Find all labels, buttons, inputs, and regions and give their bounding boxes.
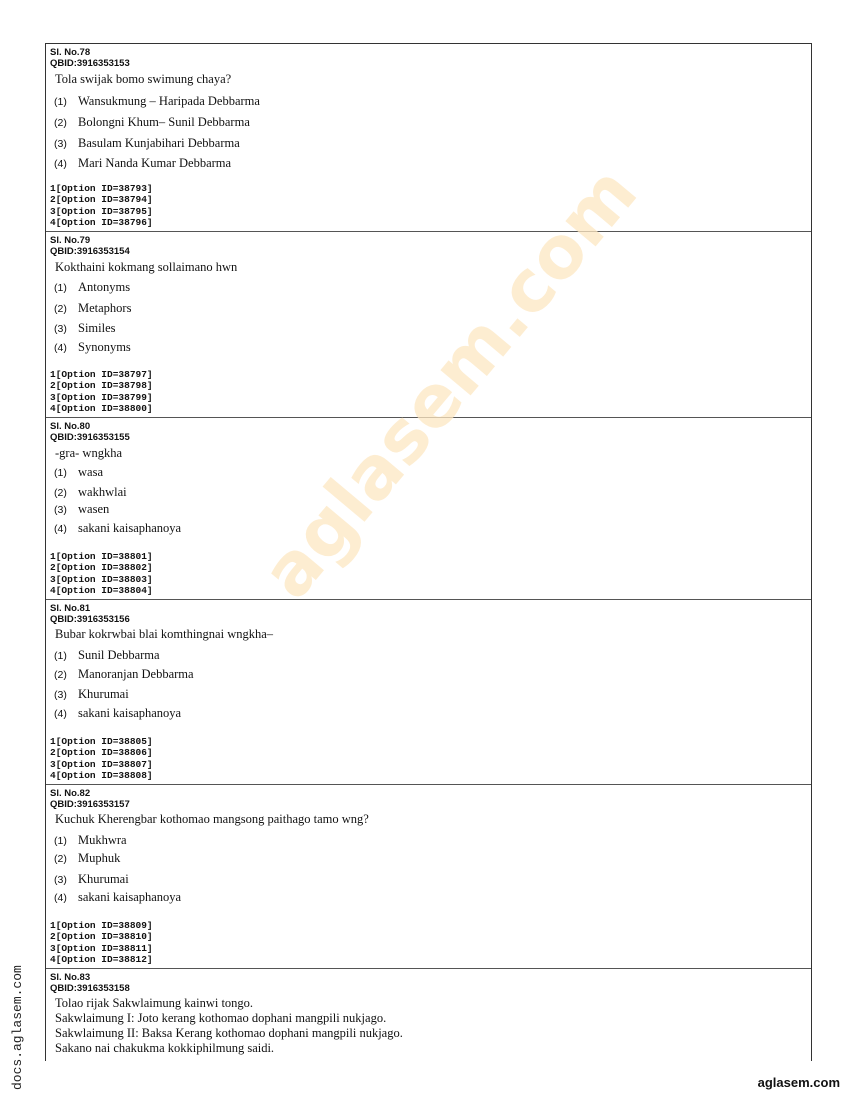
qbid: QBID:3916353155	[50, 432, 130, 443]
serial-number: Sl. No.80	[50, 421, 91, 432]
option-1	[54, 833, 127, 848]
question-text: Kokthaini kokmang sollaimano hwn	[55, 260, 238, 274]
option-number: (3)	[54, 138, 67, 150]
question-block-82	[46, 785, 811, 969]
question-meta	[50, 603, 130, 625]
watermark: aglasem.com	[245, 150, 653, 614]
option-number: (2)	[54, 117, 67, 129]
option-text: Synonyms	[78, 340, 131, 354]
option-2	[54, 301, 131, 316]
option-text: sakani kaisaphanoya	[78, 521, 182, 535]
serial-number: Sl. No.83	[50, 972, 91, 983]
serial-number: Sl. No.79	[50, 235, 91, 246]
question-meta	[50, 788, 130, 810]
option-id-list	[50, 920, 153, 966]
option-text: Khurumai	[78, 872, 129, 886]
option-id: 2[Option ID=38810]	[50, 931, 153, 943]
option-text: Mukhwra	[78, 833, 127, 847]
option-1	[54, 94, 260, 109]
statement-line: Sakano nai chakukma kokkiphilmung saidi.	[55, 1041, 275, 1055]
qbid: QBID:3916353153	[50, 58, 130, 69]
option-number: (4)	[54, 892, 67, 904]
option-text: Manoranjan Debbarma	[78, 667, 194, 681]
option-text: Mari Nanda Kumar Debbarma	[78, 156, 232, 170]
option-number: (3)	[54, 323, 67, 335]
option-2	[54, 667, 194, 682]
option-number: (4)	[54, 708, 67, 720]
option-number: (2)	[54, 487, 67, 499]
option-4	[54, 521, 181, 536]
question-block-79	[46, 232, 811, 418]
option-id: 1[Option ID=38793]	[50, 183, 153, 194]
option-id-list	[50, 369, 153, 415]
option-id: 3[Option ID=38803]	[50, 573, 153, 585]
option-id: 4[Option ID=38796]	[50, 217, 153, 229]
option-text: Antonyms	[78, 280, 131, 294]
option-id: 3[Option ID=38807]	[50, 758, 153, 770]
option-id-list	[50, 736, 153, 782]
option-id: 4[Option ID=38804]	[50, 585, 153, 597]
question-block-83	[46, 969, 811, 1059]
option-2	[54, 485, 127, 500]
option-text: Bolongni Khum– Sunil Debbarma	[78, 115, 250, 129]
question-text: -gra- wngkha	[55, 446, 122, 460]
option-id: 4[Option ID=38812]	[50, 954, 153, 966]
option-1	[54, 648, 160, 663]
option-id: 4[Option ID=38808]	[50, 770, 153, 782]
option-4	[54, 890, 181, 905]
option-number: (3)	[54, 874, 67, 886]
option-number: (1)	[54, 650, 67, 662]
statement-line: Sakwlaimung I: Joto kerang kothomao dophani mangpili nukjago.	[55, 1011, 387, 1025]
option-1	[54, 465, 103, 480]
brand-footer: aglasem.com	[757, 1075, 840, 1090]
option-text: Metaphors	[78, 301, 132, 315]
option-number: (4)	[54, 342, 67, 354]
qbid: QBID:3916353157	[50, 799, 130, 810]
option-1	[54, 280, 130, 295]
option-number: (4)	[54, 158, 67, 170]
option-number: (4)	[54, 523, 67, 535]
option-id: 1[Option ID=38797]	[50, 369, 153, 380]
question-text: Bubar kokrwbai blai komthingnai wngkha–	[55, 627, 274, 641]
option-text: Sunil Debbarma	[78, 648, 160, 662]
question-meta	[50, 235, 130, 257]
option-text: Similes	[78, 321, 116, 335]
option-id: 3[Option ID=38795]	[50, 205, 153, 217]
option-2	[54, 851, 120, 866]
option-number: (1)	[54, 282, 67, 294]
question-meta	[50, 972, 130, 994]
option-id: 1[Option ID=38805]	[50, 736, 153, 747]
option-id: 2[Option ID=38798]	[50, 380, 153, 392]
question-block-80	[46, 418, 811, 600]
option-text: sakani kaisaphanoya	[78, 890, 182, 904]
option-number: (2)	[54, 303, 67, 315]
option-text: Muphuk	[78, 851, 121, 865]
option-text: Basulam Kunjabihari Debbarma	[78, 136, 240, 150]
option-text: wasa	[78, 465, 103, 479]
option-3	[54, 687, 129, 702]
option-id: 3[Option ID=38811]	[50, 942, 153, 954]
serial-number: Sl. No.82	[50, 788, 91, 799]
question-meta	[50, 47, 130, 69]
option-text: Wansukmung – Haripada Debbarma	[78, 94, 260, 108]
option-number: (1)	[54, 96, 67, 108]
option-text: Khurumai	[78, 687, 129, 701]
option-4	[54, 156, 231, 171]
option-id: 2[Option ID=38806]	[50, 747, 153, 759]
side-url: docs.aglasem.com	[10, 965, 25, 1090]
option-number: (2)	[54, 853, 67, 865]
question-meta	[50, 421, 130, 443]
question-block-78	[46, 44, 811, 232]
serial-number: Sl. No.78	[50, 47, 91, 58]
option-number: (3)	[54, 504, 67, 516]
option-id: 2[Option ID=38794]	[50, 194, 153, 206]
option-id-list	[50, 551, 153, 597]
option-id: 1[Option ID=38801]	[50, 551, 153, 562]
option-3	[54, 136, 240, 151]
option-3	[54, 872, 129, 887]
qbid: QBID:3916353156	[50, 614, 130, 625]
option-4	[54, 706, 181, 721]
statement-line: Sakwlaimung II: Baksa Kerang kothomao dophani mangpili nukjago.	[55, 1026, 403, 1040]
question-text: Kuchuk Kherengbar kothomao mangsong paithago tamo wng?	[55, 812, 369, 826]
question-block-81	[46, 600, 811, 785]
option-text: sakani kaisaphanoya	[78, 706, 182, 720]
option-id: 1[Option ID=38809]	[50, 920, 153, 931]
question-paper-frame	[45, 43, 812, 1061]
question-text: Tola swijak bomo swimung chaya?	[55, 72, 232, 86]
option-number: (1)	[54, 835, 67, 847]
serial-number: Sl. No.81	[50, 603, 91, 614]
option-2	[54, 115, 250, 130]
option-id: 2[Option ID=38802]	[50, 562, 153, 574]
statement-line: Tolao rijak Sakwlaimung kainwi tongo.	[55, 996, 254, 1010]
qbid: QBID:3916353158	[50, 983, 130, 994]
option-4	[54, 340, 131, 355]
option-number: (3)	[54, 689, 67, 701]
option-number: (2)	[54, 669, 67, 681]
option-3	[54, 321, 116, 336]
qbid: QBID:3916353154	[50, 246, 130, 257]
option-number: (1)	[54, 467, 67, 479]
option-3	[54, 502, 109, 517]
option-id: 3[Option ID=38799]	[50, 391, 153, 403]
option-text: wakhwlai	[78, 485, 127, 499]
option-id-list	[50, 183, 153, 229]
option-id: 4[Option ID=38800]	[50, 403, 153, 415]
option-text: wasen	[78, 502, 110, 516]
